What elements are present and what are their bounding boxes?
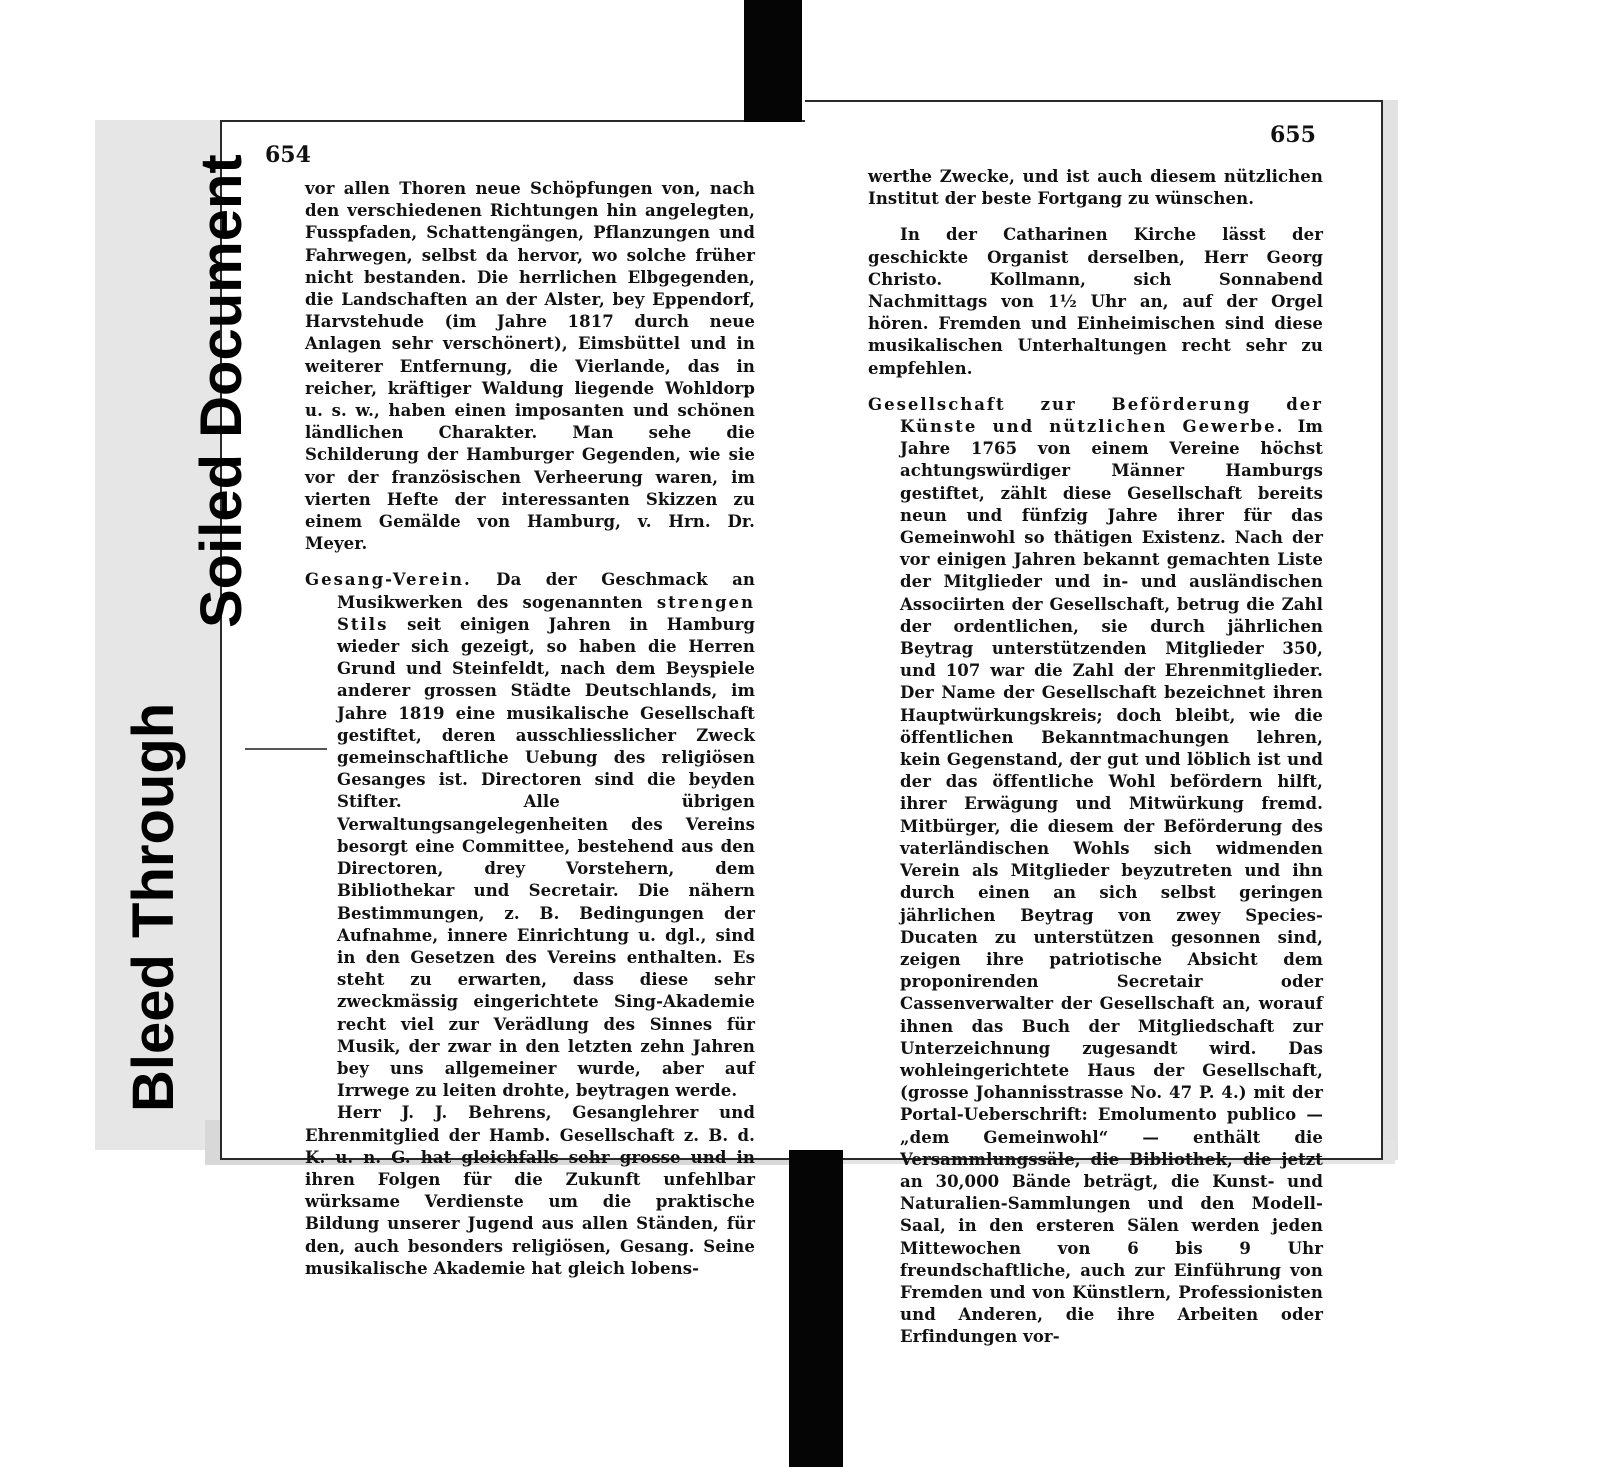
bleed-through-stamp: Bleed Through <box>121 702 186 1112</box>
binding-tape-bottom <box>789 1150 843 1467</box>
left-paragraph-2 <box>305 569 755 1102</box>
gesellschaft-heading: Gesellschaft zur Beförderung der Künste und nützlichen Gewerbe. <box>868 394 1323 437</box>
left-paragraph-1: vor allen Thoren neue Schöpfungen von, nach den verschiedenen Richtungen hin angelegten, Fusspfaden, Schattengängen, Pflanzungen und Fahrwegen, selbst da hervor, wo solche früher nicht bestanden. Die herrlichen Elbgegenden, die Landschaften an der Alster, bey Eppendorf, Harvstehude (im Jahre 1817 durch neue Anlagen sehr verschönert), Eimsbüttel und in weiterer Entfernung, die Vierlande, das in reicher, kräftiger Waldung liegende Wohldorp u. s. w., haben einen imposanten und schönen ländlichen Charakter. Man sehe die Schilderung der Hamburger Gegenden, wie sie vor der französischen Verheerung waren, im vierten Hefte der interessanten Skizzen zu einem Gemälde von Hamburg, v. Hrn. Dr. Meyer. <box>305 179 755 554</box>
left-paragraph-2-emphasis: strengen Stils <box>337 592 755 634</box>
left-page-number: 654 <box>265 142 311 168</box>
right-paragraph-1: werthe Zwecke, und ist auch diesem nützlichen Institut der beste Fortgang zu wünschen. <box>868 167 1323 209</box>
right-paragraph-3 <box>868 394 1323 1349</box>
left-paragraph-3: Herr J. J. Behrens, Gesanglehrer und Ehrenmitglied der Hamb. Gesellschaft z. B. d. K. u. n. G. hat gleichfalls sehr grosse und in ihren Folgen für die Zukunft unfehlbar würksame Verdienste um die praktische Bildung unserer Jugend aus allen Ständen, für den, auch besonders religiösen, Gesang. Seine musikalische Akademie hat gleich lobens- <box>305 1103 755 1278</box>
soiled-document-stamp: Soiled Document <box>189 154 254 628</box>
gesang-verein-heading: Gesang-Verein. <box>305 570 472 590</box>
right-paragraph-2: In der Catharinen Kirche lässt der geschickte Organist derselben, Herr Georg Christo. Kollmann, sich Sonnabend Nachmittags von 1½ Uhr an, auf der Orgel hören. Fremden und Einheimischen sind diese musikalischen Unterhaltungen recht sehr zu empfehlen. <box>868 225 1323 378</box>
left-paragraph-2-part-b: seit einigen Jahren in Hamburg wieder sich gezeigt, so haben die Herren Grund und Steinfeldt, nach dem Beyspiele anderer grossen Städte Deutschlands, im Jahre 1819 eine musikalische Gesellschaft gestiftet, deren ausschliesslicher Zweck gemeinschaftliche Uebung des religiösen Gesanges ist. Directoren sind die beyden Stifter. Alle übrigen Verwaltungsangelegenheiten des Vereins besorgt eine Committee, bestehend aus den Directoren, drey Vorstehern, dem Bibliothekar und Secretair. Die nähern Bestimmungen, z. B. Bedingungen der Aufnahme, innere Einrichtung u. dgl., sind in den Gesetzen des Vereins enthalten. Es steht zu erwarten, dass diese sehr zweckmässig eingerichtete Sing-Akademie recht viel zur Verädlung des Sinnes für Musik, der zwar in den letzten zehn Jahren bey uns allgemeiner wurde, aber auf Irrwege zu leiten drohte, beytragen werde. <box>337 614 755 1101</box>
binding-tape-top <box>744 0 802 122</box>
right-page-number: 655 <box>1270 122 1316 148</box>
right-page-text <box>868 166 1323 1349</box>
left-page-text <box>305 178 755 1280</box>
right-paragraph-3-body: Im Jahre 1765 von einem Vereine höchst achtungswürdiger Männer Hamburgs gestiftet, zählt diese Gesellschaft bereits neun und fünfzig Jahre ihrer für das Gemeinwohl so thätigen Existenz. Nach der vor einigen Jahren bekannt gemachten Liste der Mitglieder und in- und ausländischen Associirten der Gesellschaft, betrug die Zahl der ordentlichen, sie durch jährlichen Beytrag unterstützenden Mitglieder 350, und 107 war die Zahl der Ehrenmitglieder. Der Name der Gesellschaft bezeichnet ihren Hauptwürkungskreis; doch bleibt, wie die öffentlichen Bekanntmachungen lehren, kein Gegenstand, der gut und löblich ist und der das öffentliche Wohl befördern hilft, ihrer Erwägung und Mitwürkung fremd. Mitbürger, die diesem der Beförderung des vaterländischen Wohls sich widmenden Verein als Mitglieder beyzutreten und ihn durch einen an sich selbst geringen jährlichen Beytrag von zwey Species-Ducaten zu unterstützen gesonnen sind, zeigen ihre patriotische Absicht dem proponirenden Secretair oder Cassenverwalter der Gesellschaft an, worauf ihnen das Buch der Mitgliedschaft zur Unterzeichnung zugesandt wird. Das wohleingerichtete Haus der Gesellschaft, (grosse Johannisstrasse No. 47 P. 4.) mit der Portal-Ueberschrift: Emolumento publico — „dem Gemeinwohl“ — enthält die Versammlungssäle, die Bibliothek, die jetzt an 30,000 Bände beträgt, die Kunst- und Naturalien-Sammlungen und den Modell-Saal, in den ersteren Sälen werden jeden Mittewochen von 6 bis 9 Uhr freundschaftliche, auch zur Einführung von Fremden und von Künstlern, Professionisten und Anderen, die ihre Arbeiten oder Erfindungen vor- <box>900 417 1323 1347</box>
left-paragraph-2-part-a: Da der Geschmack an Musikwerken des sogenannten <box>337 570 755 612</box>
